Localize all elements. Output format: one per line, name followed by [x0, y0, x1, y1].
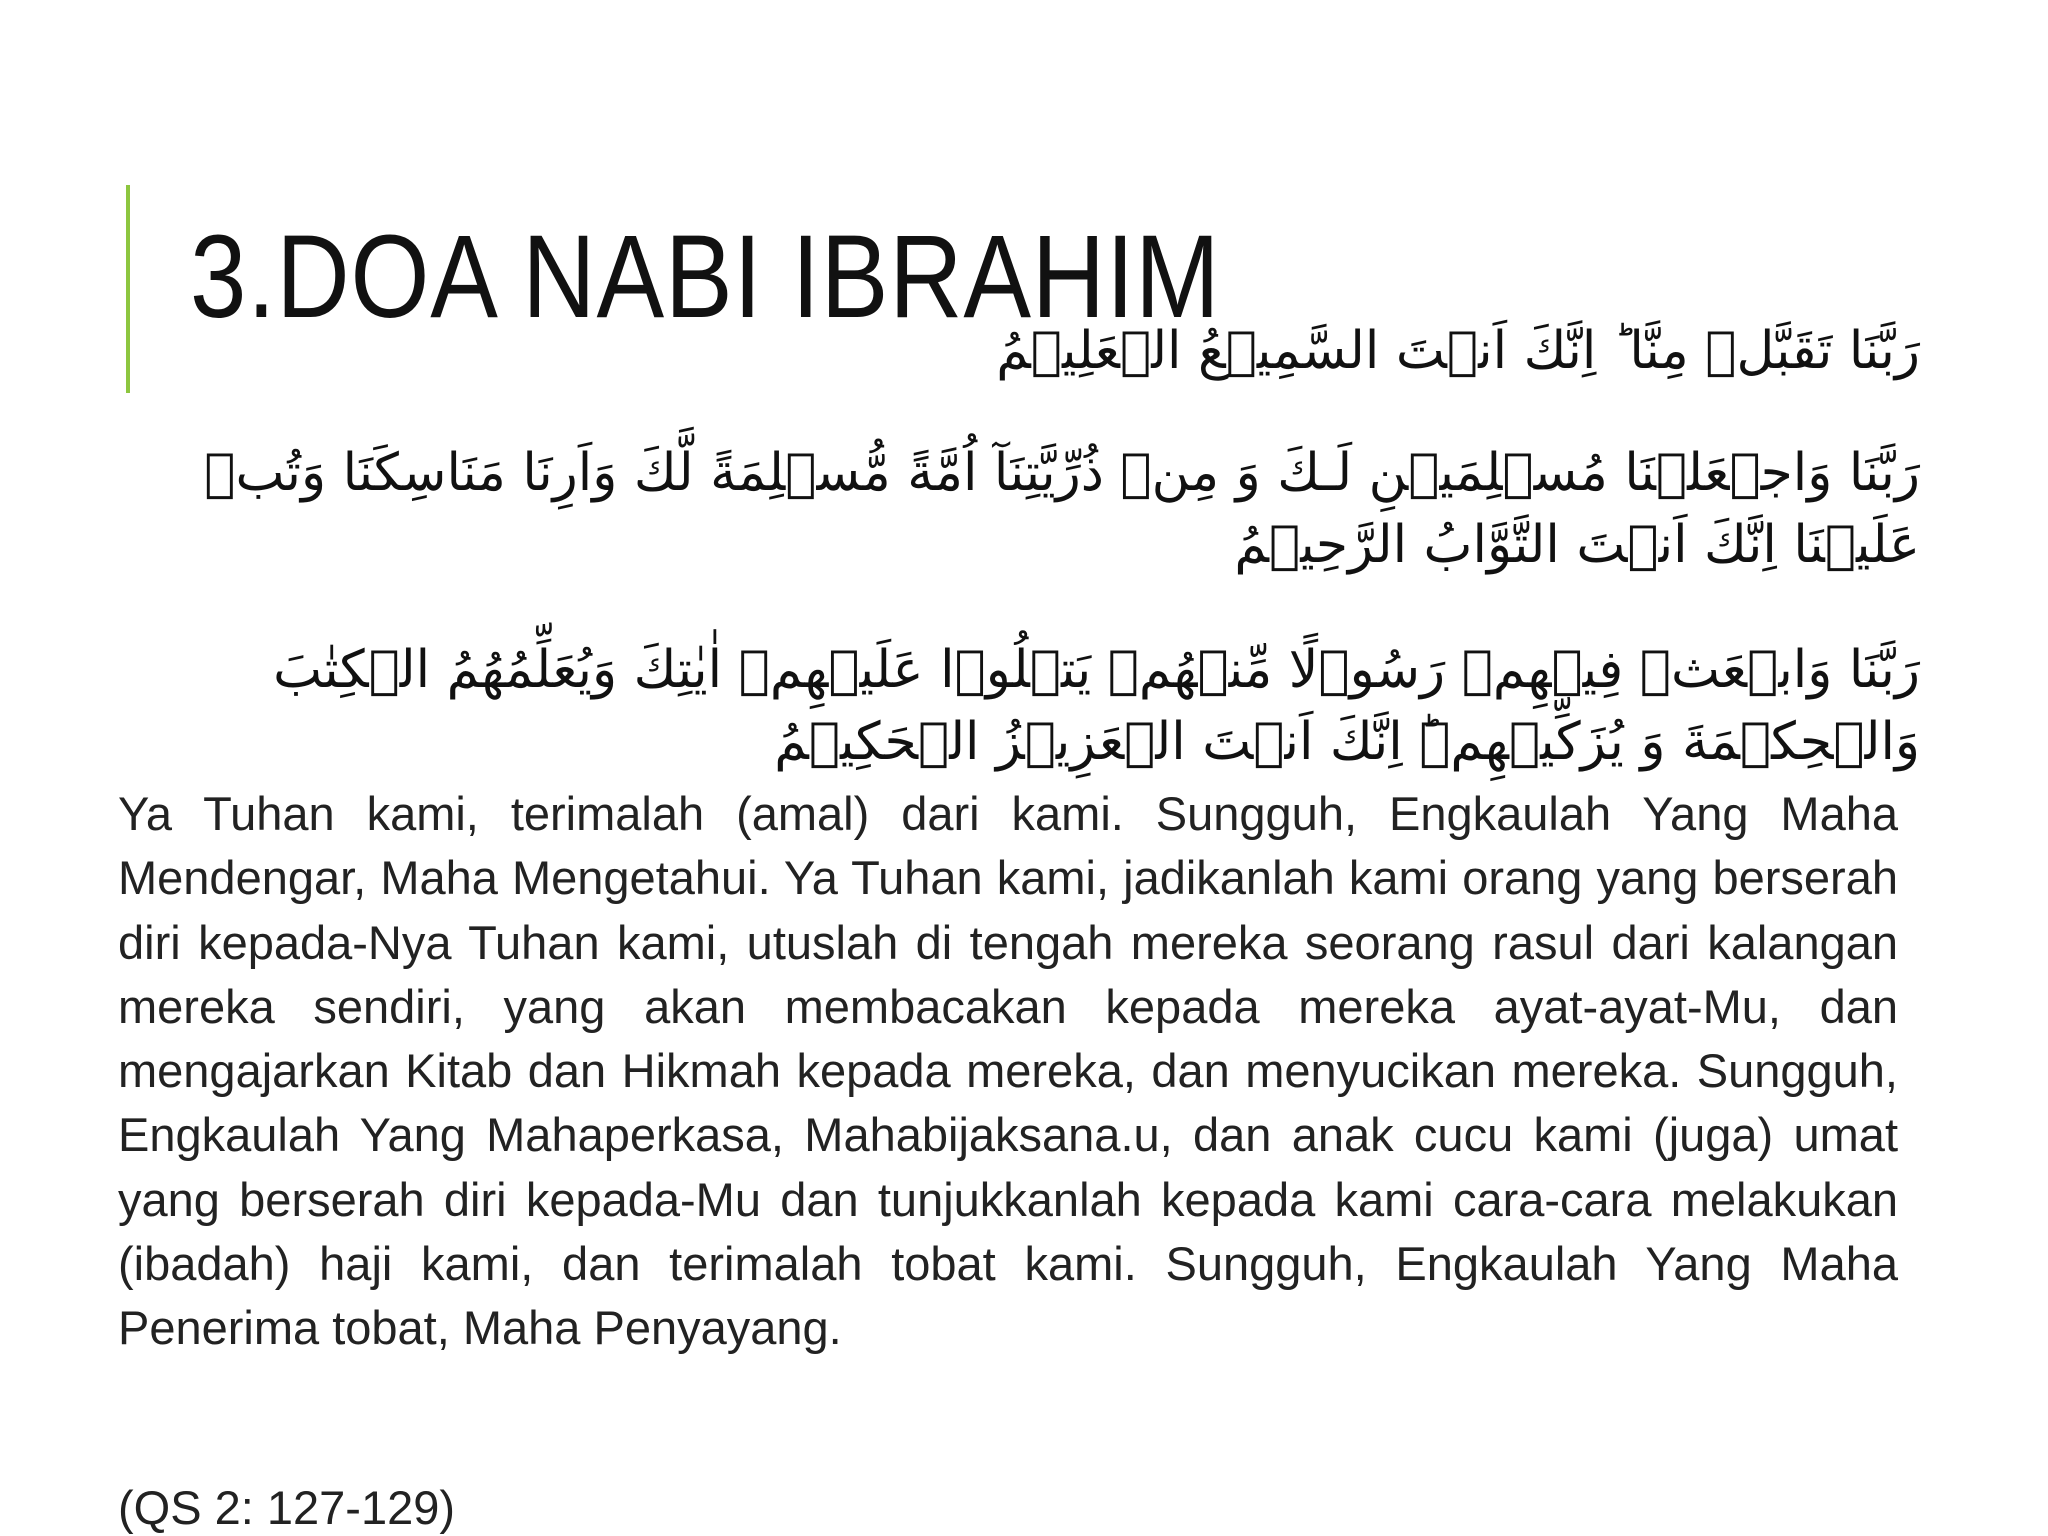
- arabic-verse-129: رَبَّنَا وَابۡعَثۡ فِيۡهِمۡ رَسُوۡلًا مِّنۡهُمۡ يَتۡلُوۡا عَلَيۡهِمۡ اٰيٰتِكَ وَيُعَلِّمُهُمُ الۡكِتٰبَ وَالۡحِكۡمَةَ وَ يُزَكِّيۡهِمۡ‌ؕ اِنَّكَ اَنۡتَ الۡعَزِيۡزُ الۡحَكِيۡمُ: [273, 640, 1920, 772]
- translation-paragraph: Ya Tuhan kami, terimalah (amal) dari kami. Sungguh, Engkaulah Yang Maha Mendengar, Maha Mengetahui. Ya Tuhan kami, jadikanlah kami orang yang berserah diri kepada-Nya Tuhan kami, utuslah di tengah mereka seorang rasul dari kalangan mereka sendiri, yang akan membacakan kepada mereka ayat-ayat-Mu, dan mengajarkan Kitab dan Hikmah kepada mereka, dan menyucikan mereka. Sungguh, Engkaulah Yang Mahaperkasa, Mahabijaksana.u, dan anak cucu kami (juga) umat yang berserah diri kepada-Mu dan tunjukkanlah kepada kami cara-cara melakukan (ibadah) haji kami, dan terimalah tobat kami. Sungguh, Engkaulah Yang Maha Penerima tobat, Maha Penyayang.: [118, 787, 1898, 1355]
- slide-title: 3.DOA NABI IBRAHIM: [190, 211, 1221, 343]
- verse-reference: (QS 2: 127-129): [118, 1481, 456, 1534]
- arabic-verse-127: رَبَّنَا تَقَبَّلۡ مِنَّا ؕ اِنَّكَ اَنۡتَ السَّمِيۡعُ الۡعَلِيۡمُ: [996, 321, 1920, 381]
- arabic-verse-128: رَبَّنَا وَاجۡعَلۡنَا مُسۡلِمَيۡنِ لَـكَ وَ مِنۡ ذُرِّيَّتِنَآ اُمَّةً مُّسۡلِمَةً لَّكَ وَاَرِنَا مَنَاسِكَنَا وَتُبۡ عَلَيۡنَا اِنَّكَ اَنۡتَ التَّوَّابُ الرَّحِيۡمُ: [204, 443, 1920, 575]
- title-accent-bar: [126, 185, 130, 393]
